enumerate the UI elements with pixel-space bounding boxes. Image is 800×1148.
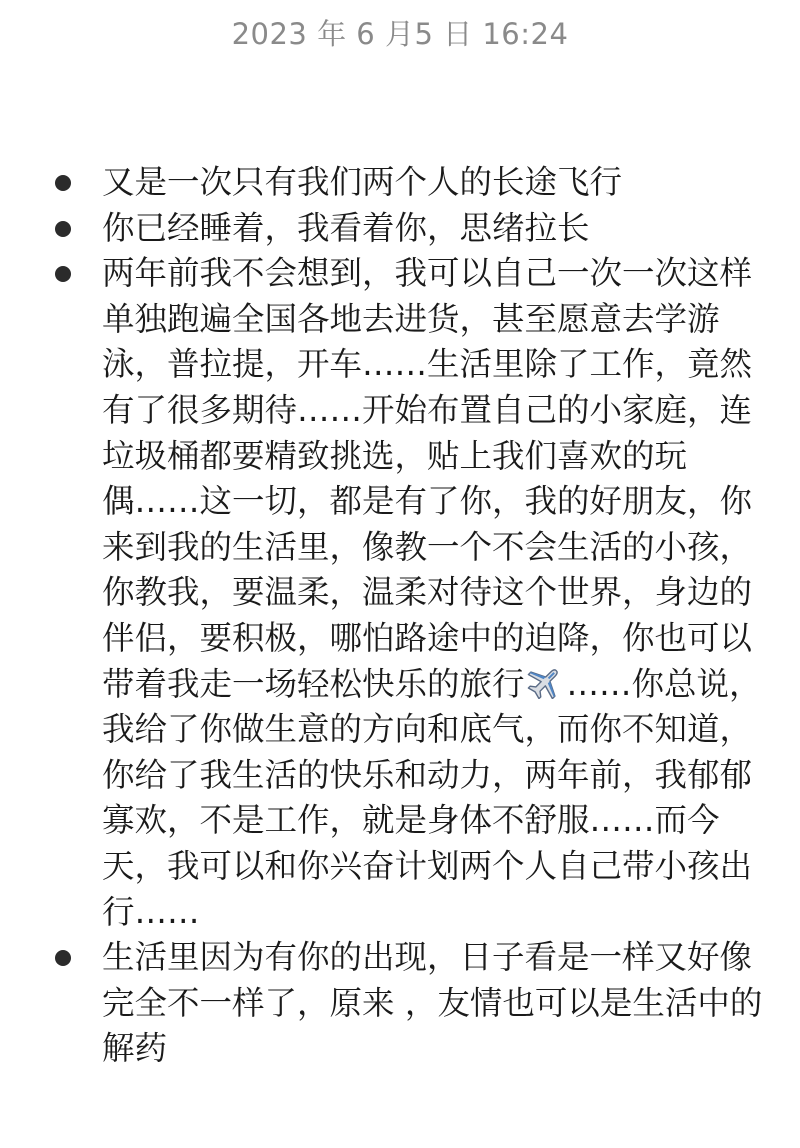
list-item-text-continued: ……你总说，我给了你做生意的方向和底气，而你不知道，你给了我生活的快乐和动力，两年前，我郁郁寡欢，不是工作，就是身体不舒服……而今天，我可以和你兴奋计划两个人自己带小孩出行…… xyxy=(102,664,762,931)
list-item-text: 又是一次只有我们两个人的长途飞行 xyxy=(102,163,623,201)
note-bullet-list[interactable] xyxy=(0,160,800,1072)
bullet-icon xyxy=(55,266,71,282)
bullet-icon xyxy=(55,221,71,237)
list-item-text: 你已经睡着，我看着你，思绪拉长 xyxy=(102,208,590,247)
list-item-text: 两年前我不会想到，我可以自己一次一次这样单独跑遍全国各地去进货，甚至愿意去学游泳，普拉提，开车……生活里除了工作，竟然有了很多期待……开始布置自己的小家庭，连垃圾桶都要精致挑选，贴上我们喜欢的玩偶……这一切，都是有了你，我的好朋友，你来到我的生活里，像教一个不会生活的小孩，你教我，要温柔，温柔对待这个世界，身边的伴侣，要积极，哪怕路途中的迫降，你也可以带着我走一场轻松快乐的旅行 xyxy=(102,254,753,703)
bullet-icon xyxy=(55,950,71,966)
list-item[interactable] xyxy=(0,251,800,935)
list-item[interactable] xyxy=(0,206,800,252)
list-item[interactable] xyxy=(0,160,800,206)
note-timestamp: 2023 年 6 月5 日 16:24 xyxy=(231,17,569,51)
airplane-icon xyxy=(525,665,565,699)
list-item-text: 生活里因为有你的出现，日子看是一样又好像完全不一样了，原来 ，友情也可以是生活中的解药 xyxy=(102,938,763,1068)
bullet-icon xyxy=(55,175,71,191)
list-item[interactable] xyxy=(0,935,800,1072)
